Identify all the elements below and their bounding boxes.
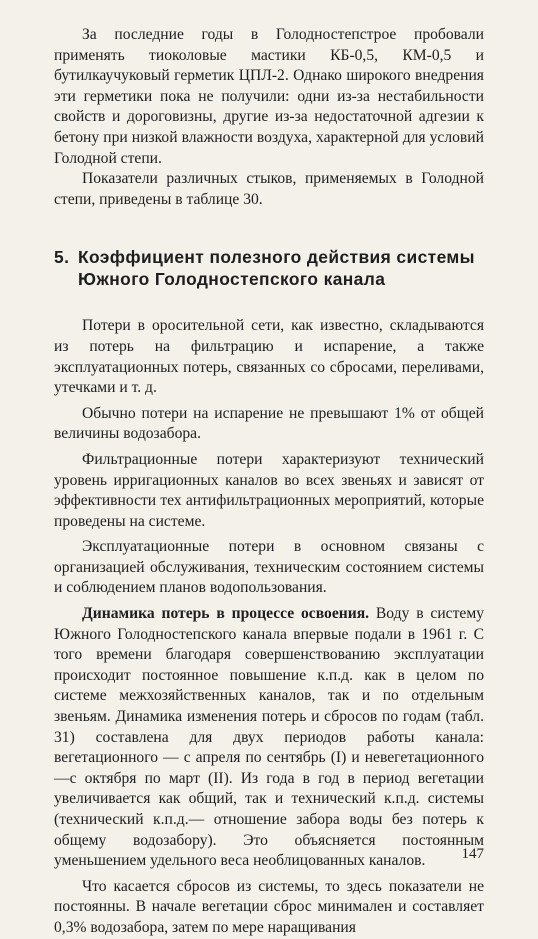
paragraph-losses: Потери в оросительной сети, как известно, складываются из потерь на фильтрацию и испарение, а также эксплуатационных потерь, связанных со сбросами, переливами, утечками и т. д.: [54, 317, 484, 397]
page-number: 147: [461, 846, 484, 862]
text-column: [54, 25, 484, 939]
paragraph-table-30-reference: Показатели различных стыков, применяемых в Голодной степи, приведены в таблице 30.: [54, 170, 484, 208]
dynamics-lead: Динамика потерь в процессе освоения.: [82, 605, 370, 623]
paragraph-evaporation: Обычно потери на испарение не превышают 1% от общей величины водозабора.: [54, 404, 484, 443]
section-title: Коэффициент полезного действия системы Южного Голодностепского канала: [78, 247, 475, 290]
paragraph-filtration: Фильтрационные потери характеризуют технический уровень ирригационных каналов во всех звеньях и зависят от эффективности тех антифильтрационных мероприятий, которые проведены на системе.: [54, 450, 484, 530]
paragraph-operational: Эксплуатационные потери в основном связаны с организацией обслуживания, техническим состоянием системы и соблюдением планов водопользования.: [54, 538, 484, 597]
paragraph-sealants: За последние годы в Голодностепстрое пробовали применять тиоколовые мастики КБ-0,5, КМ-0,5 и бутилкаучуковый герметик ЦПЛ-2. Однако широкого внедрения эти герметики пока не получили: одни из-за нестабильности свойств и дороговизны, другие из-за недостаточной адгезии к бетону при низкой влажности воздуха, характерной для условий Голодной степи.: [54, 26, 484, 167]
section-heading: [54, 246, 484, 290]
paragraph-dynamics: [54, 604, 484, 872]
section-number: 5.: [54, 247, 70, 268]
dynamics-text: Воду в систему Южного Голодностепского канала впервые подали в 1961 г. С того времени благодаря совершенствованию эксплуатации происходит постоянное повышение к.п.д. как в целом по системе межхозяйственных каналов, так и по отдельным звеньям. Динамика изменения потерь и сбросов по годам (табл. 31) составлена для двух периодов работы канала: вегетационного — с апреля по сентябрь (I) и невегетационного—с октября по март (II). Из года в год в период вегетации увеличивается как общий, так и технический к.п.д. системы (технический к.п.д.— отношение забора воды без потерь к общему водозабору). Это объясняется постоянным уменьшением удельного веса необлицованных каналов.: [54, 605, 484, 870]
paragraph-discharges: Что касается сбросов из системы, то здесь показатели не постоянны. В начале вегетации сброс минимален и составляет 0,3% водозабора, затем по мере наращивания: [54, 877, 484, 936]
